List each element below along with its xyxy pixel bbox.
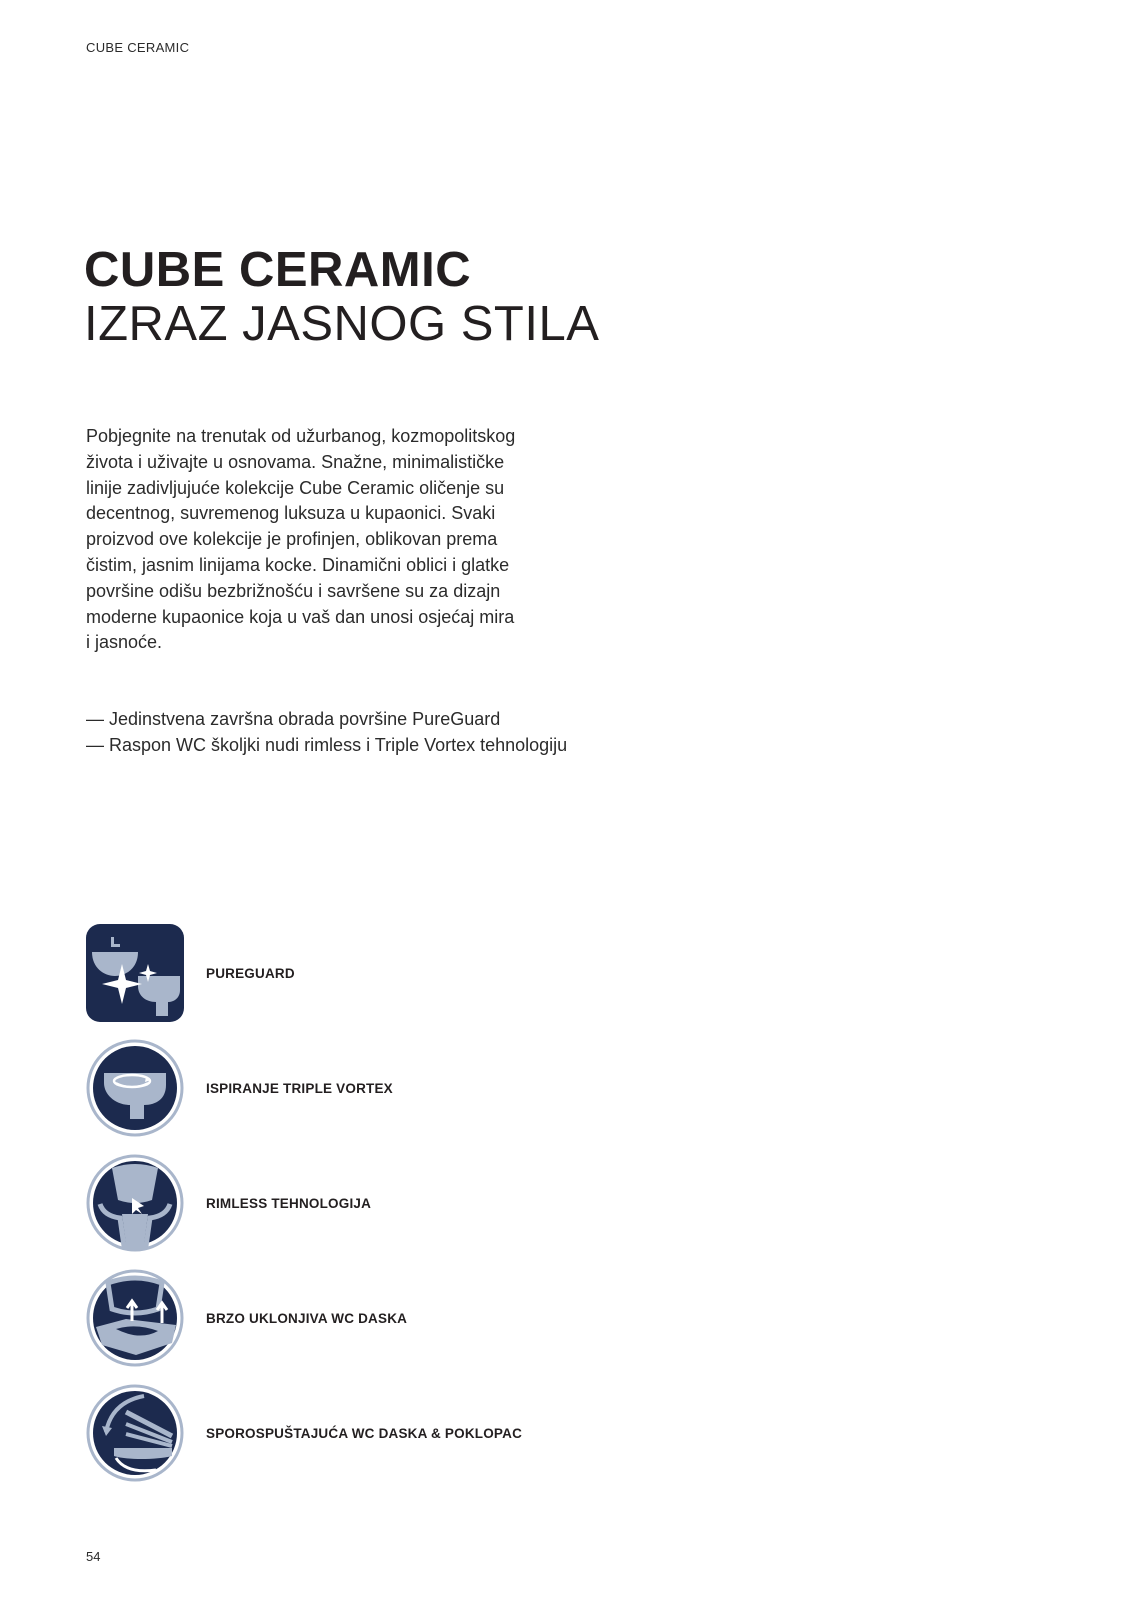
pureguard-icon <box>86 924 184 1022</box>
intro-line: linije zadivljujuće kolekcije Cube Ceramic oličenje su <box>86 477 505 498</box>
intro-line: i jasnoće. <box>86 632 163 653</box>
feature-triple-vortex <box>86 1039 786 1137</box>
feature-removable-seat <box>86 1269 786 1367</box>
removable-seat-icon <box>86 1269 184 1367</box>
feature-bullets <box>86 706 567 758</box>
feature-pureguard <box>86 924 786 1022</box>
feature-rimless <box>86 1154 786 1252</box>
bullet-item: — Raspon WC školjki nudi rimless i Triple Vortex tehnologiju <box>86 735 568 755</box>
intro-line: moderne kupaonice koja u vaš dan unosi osjećaj mira <box>86 606 515 627</box>
feature-label: ISPIRANJE TRIPLE VORTEX <box>206 1080 393 1096</box>
bullet-item: — Jedinstvena završna obrada površine PureGuard <box>86 709 501 729</box>
feature-soft-close <box>86 1384 786 1482</box>
intro-line: površine odišu bezbrižnošću i savršene su za dizajn <box>86 580 501 601</box>
page-number: 54 <box>86 1549 101 1564</box>
intro-line: Pobjegnite na trenutak od užurbanog, kozmopolitskog <box>86 426 516 446</box>
feature-label: SPOROSPUŠTAJUĆA WC DASKA & POKLOPAC <box>206 1425 523 1441</box>
feature-label: BRZO UKLONJIVA WC DASKA <box>206 1310 408 1326</box>
intro-line: proizvod ove kolekcije je profinjen, oblikovan prema <box>86 529 498 550</box>
intro-line: čistim, jasnim linijama kocke. Dinamični oblici i glatke <box>86 554 510 575</box>
triple-vortex-icon <box>86 1039 184 1137</box>
page-title: CUBE CERAMIC <box>84 243 472 297</box>
rimless-icon <box>86 1154 184 1252</box>
intro-line: decentnog, suvremenog luksuza u kupaonici. Svaki <box>86 503 496 524</box>
intro-line: života i uživajte u osnovama. Snažne, minimalističke <box>86 451 505 472</box>
feature-label: RIMLESS TEHNOLOGIJA <box>206 1195 372 1211</box>
intro-paragraph <box>86 424 606 656</box>
page-subtitle: IZRAZ JASNOG STILA <box>84 297 600 351</box>
soft-close-icon <box>86 1384 184 1482</box>
feature-label: PUREGUARD <box>206 965 295 981</box>
running-header: CUBE CERAMIC <box>86 40 190 55</box>
